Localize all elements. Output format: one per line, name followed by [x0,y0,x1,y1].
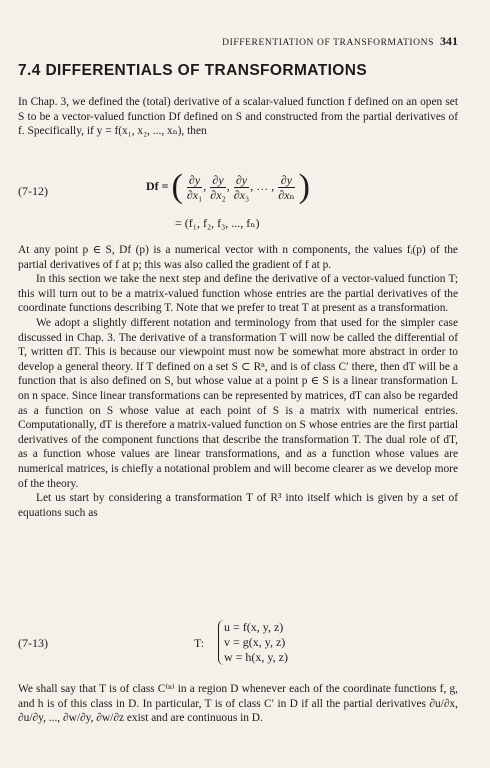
paragraph-gradient [18,243,458,520]
paragraph-text: At any point p ∈ S, Df (p) is a numerical vector with n components, the values fᵢ(p) of the partial derivatives of f at p; this was also called the gradient of f at p. [18,244,458,271]
equation-components: = (f₁, f₂, f₃, ..., fₙ) [175,216,260,230]
equation-label: (7-13) [18,636,48,650]
equation-7-13 [18,620,458,672]
page-number: 341 [440,34,458,48]
equation-line: w = h(x, y, z) [224,650,288,664]
equation-label: (7-12) [18,184,48,198]
running-head-title: DIFFERENTIATION OF TRANSFORMATIONS [222,38,434,48]
paragraph-text: In Chap. 3, we defined the (total) derivative of a scalar-valued function f defined on an open set S to be a vector-valued function Df defined on S and constructed from the partial derivatives of f. Specifically, if y = f(x₁, x₂, ..., xₙ), then [18,96,458,138]
paragraph-text: We shall say that T is of class C⁽ⁿ⁾ in a region D whenever each of the coordinate functions f, g, and h is of this class in D. In particular, T is of class C′ in D if all the partial derivatives ∂u/∂x, ∂u/∂y, ..., ∂w/∂y, ∂w/∂z exist and are continuous in D. [18,683,458,725]
equation-lhs: Df = [146,178,169,193]
equation-line: v = g(x, y, z) [224,635,286,649]
equation-system [218,620,288,665]
equation-gradient: Df = ( $\frac{\partial y}{\text{∂x₁}}$ , $\frac{\partial y}{\text{∂x₂}}$ , $\frac{\partial y}{\text{∂x₃}}$ , … , $\frac{\partial y}{\text{∂xₙ}}$ ) [146,168,310,205]
paragraph-intro [18,95,458,139]
equation-7-12 [18,168,458,234]
paragraph-text: Let us start by considering a transformation T of R³ into itself which is given by a set of equations such as [18,492,458,519]
equation-line: u = f(x, y, z) [224,620,284,634]
running-head [0,34,458,49]
paragraph-class [18,682,458,726]
paragraph-text: We adopt a slightly different notation and terminology from that used for the simpler case discussed in Chap. 3. The derivative of a transformation T will now be called the differential of T, written dT. This is because our viewpoint must now be somewhat more abstract in order to develop a general theory. If T defined on a set S ⊂ Rⁿ, and is of class C′ there, then dT will be a function that is also defined on S, but whose value at a point p ∈ S is a linear transformation L on n space. Since linear transformations can be represented by matrices, dT can also be regarded as a function on S whose value at each point of S is a matrix with numerical entries. Computationally, dT is therefore a matrix-valued function on S whose entries are the first partial derivatives of the component functions that describe the transformation T. The dual role of dT, as a function whose values are linear transformations, and as a function whose values are numerical matrices, is chiefly a notational problem and will become clearer as we develop more of the theory. [18,316,458,490]
equation-lhs: T: [194,636,205,650]
paragraph-text: In this section we take the next step and define the derivative of a vector-valued function T; this will turn out to be a matrix-valued function whose entries are the partial derivatives of the coordinate functions describing T. Note that we prefer to treat T at present as a transformation. [18,273,458,315]
section-title: 7.4 DIFFERENTIALS OF TRANSFORMATIONS [18,62,368,79]
